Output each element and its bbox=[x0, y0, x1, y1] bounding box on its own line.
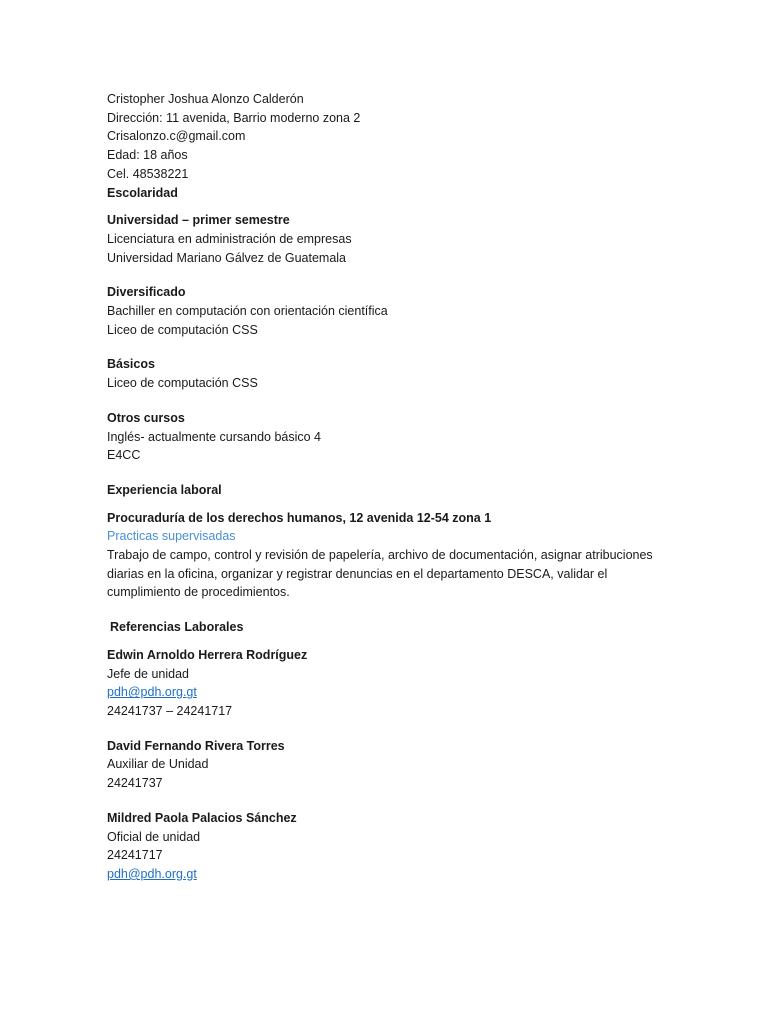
experience-description: Trabajo de campo, control y revisión de papelería, archivo de documentación, asignar atribuciones diarias en la oficina, organizar y registrar denuncias en el departamento DESCA, validar el cumplimiento de procedimientos. bbox=[107, 548, 653, 600]
basicos-title: Básicos bbox=[107, 357, 155, 372]
reference-title: Oficial de unidad bbox=[107, 829, 201, 844]
age: Edad: 18 años bbox=[107, 148, 188, 163]
education-heading: Escolaridad bbox=[107, 185, 178, 200]
otros-cursos-e4cc: E4CC bbox=[107, 448, 141, 463]
reference-phone: 24241737 – 24241717 bbox=[107, 703, 233, 718]
reference-name: David Fernando Rivera Torres bbox=[107, 738, 285, 753]
diversificado-degree: Bachiller en computación con orientación científica bbox=[107, 304, 388, 319]
otros-cursos-title: Otros cursos bbox=[107, 410, 185, 425]
candidate-name: Cristopher Joshua Alonzo Calderón bbox=[107, 92, 304, 106]
reference-title: Jefe de unidad bbox=[107, 666, 190, 681]
reference-phone: 24241717 bbox=[107, 848, 163, 863]
role-subheading: Practicas supervisadas bbox=[107, 529, 236, 544]
university-title: Universidad – primer semestre bbox=[107, 213, 290, 228]
reference-email-link[interactable]: pdh@pdh.org.gt bbox=[107, 866, 197, 881]
reference-email-link[interactable]: pdh@pdh.org.gt bbox=[107, 685, 197, 700]
reference-name: Edwin Arnoldo Herrera Rodríguez bbox=[107, 647, 308, 662]
references-heading: Referencias Laborales bbox=[110, 620, 244, 635]
otros-cursos-english: Inglés- actualmente cursando básico 4 bbox=[107, 429, 322, 444]
cv-content bbox=[107, 90, 677, 884]
experience-heading: Experiencia laboral bbox=[107, 482, 222, 497]
basicos-school: Liceo de computación CSS bbox=[107, 376, 258, 391]
address: Dirección: 11 avenida, Barrio moderno zona 2 bbox=[107, 110, 361, 125]
diversificado-title: Diversificado bbox=[107, 285, 186, 300]
reference-phone: 24241737 bbox=[107, 776, 163, 791]
university-degree: Licenciatura en administración de empresas bbox=[107, 231, 352, 246]
reference-title: Auxiliar de Unidad bbox=[107, 757, 209, 772]
reference-name: Mildred Paola Palacios Sánchez bbox=[107, 810, 297, 825]
university-name: Universidad Mariano Gálvez de Guatemala bbox=[107, 250, 347, 265]
diversificado-school: Liceo de computación CSS bbox=[107, 322, 258, 337]
employer: Procuraduría de los derechos humanos, 12 avenida 12-54 zona 1 bbox=[107, 510, 492, 525]
email: Crisalonzo.c@gmail.com bbox=[107, 129, 246, 144]
phone: Cel. 48538221 bbox=[107, 166, 189, 181]
